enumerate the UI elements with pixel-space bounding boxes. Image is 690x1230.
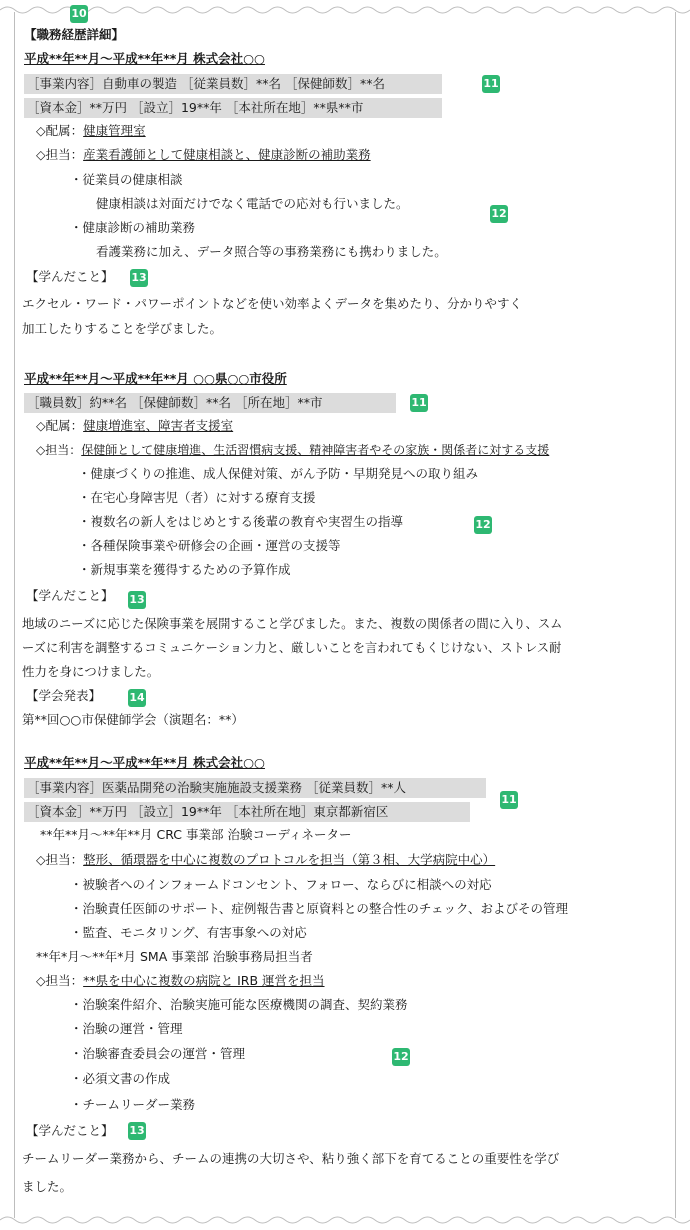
sec1-dept bbox=[36, 122, 146, 140]
sec3-duty2-label: ◇担当： bbox=[36, 973, 84, 988]
sec3-info1: ［事業内容］医薬品開発の治験実施施設支援業務 ［従業員数］**人 bbox=[24, 778, 486, 798]
sec1-info2: ［資本金］**万円 ［設立］19**年 ［本社所在地］**県**市 bbox=[24, 98, 442, 118]
badge-12: 12 bbox=[490, 205, 508, 223]
sec2-dept-value: 健康増進室、障害者支援室 bbox=[83, 418, 234, 433]
sec2-presentation-text: 第**回○○市保健師学会（演題名：**） bbox=[22, 712, 244, 727]
sec3-period2: **年*月～**年*月 SMA 事業部 治験事務局担当者 bbox=[36, 949, 313, 964]
sec1-duty-value: 産業看護師として健康相談と、健康診断の補助業務 bbox=[83, 147, 371, 162]
heading: 【職務経歴詳細】 bbox=[24, 27, 125, 42]
sec2-duty-label: ◇担当： bbox=[36, 443, 82, 457]
badge-11: 11 bbox=[410, 394, 428, 412]
badge-13: 13 bbox=[128, 591, 146, 609]
sec2-learned-line: 地域のニーズに応じた保険事業を展開すること学びました。また、複数の関係者の間に入り、スム bbox=[22, 617, 563, 631]
list-item: ・各種保険事業や研修会の企画・運営の支援等 bbox=[78, 538, 341, 553]
badge-14: 14 bbox=[128, 689, 146, 707]
list-item: ・治験案件紹介、治験実施可能な医療機関の調査、契約業務 bbox=[70, 997, 408, 1012]
sec2-duty bbox=[36, 441, 549, 459]
sec2-dept bbox=[36, 417, 233, 435]
badge-10: 10 bbox=[70, 5, 88, 23]
list-item: 看護業務に加え、データ照合等の事務業務にも携わりました。 bbox=[96, 244, 447, 259]
list-item: ・在宅心身障害児（者）に対する療育支援 bbox=[78, 490, 316, 505]
sec1-learned-line: 加工したりすることを学びました。 bbox=[22, 321, 223, 336]
list-item: ・健康診断の補助業務 bbox=[70, 220, 196, 235]
list-item: ・必須文書の作成 bbox=[70, 1071, 171, 1086]
top-wave-border bbox=[0, 4, 690, 16]
sec2-title: 平成**年**月～平成**年**月 ○○県○○市役所 bbox=[24, 371, 287, 386]
sec2-dept-label: ◇配属： bbox=[36, 418, 84, 433]
badge-11: 11 bbox=[500, 791, 518, 809]
list-item: 健康相談は対面だけでなく電話での応対も行いました。 bbox=[96, 196, 409, 211]
sec1-dept-value: 健康管理室 bbox=[83, 123, 146, 138]
sec2-learned-line: 性力を身につけました。 bbox=[22, 664, 160, 679]
sec2-duty-value: 保健師として健康増進、生活習慣病支援、精神障害者やその家族・関係者に対する支援 bbox=[81, 443, 550, 457]
list-item: ・新規事業を獲得するための予算作成 bbox=[78, 562, 291, 577]
sec3-duty1-label: ◇担当： bbox=[36, 852, 84, 867]
badge-12: 12 bbox=[474, 516, 492, 534]
badge-11: 11 bbox=[482, 75, 500, 93]
sec1-duty-label: ◇担当： bbox=[36, 147, 84, 162]
sec3-title: 平成**年**月～平成**年**月 株式会社○○ bbox=[24, 755, 265, 770]
sec3-duty1-value: 整形、循環器を中心に複数のプロトコルを担当（第３相、大学病院中心） bbox=[83, 852, 496, 867]
sec3-duty2 bbox=[36, 972, 325, 990]
sec1-learned-label: 【学んだこと】 bbox=[26, 269, 114, 284]
sec3-learned-line: チームリーダー業務から、チームの連携の大切さや、粘り強く部下を育てることの重要性を学び bbox=[22, 1151, 560, 1166]
sec3-period1: **年**月～**年**月 CRC 事業部 治験コーディネーター bbox=[40, 827, 352, 842]
list-item: ・被験者へのインフォームドコンセント、フォロー、ならびに相談への対応 bbox=[70, 877, 492, 892]
badge-13: 13 bbox=[130, 269, 148, 287]
sec3-info2: ［資本金］**万円 ［設立］19**年 ［本社所在地］東京都新宿区 bbox=[24, 802, 470, 822]
sec2-info1: ［職員数］約**名 ［保健師数］**名 ［所在地］**市 bbox=[24, 393, 396, 413]
list-item: ・チームリーダー業務 bbox=[70, 1097, 196, 1112]
list-item: ・治験責任医師のサポート、症例報告書と原資料との整合性のチェック、およびその管理 bbox=[70, 901, 569, 916]
sec1-learned-line: エクセル・ワード・パワーポイントなどを使い効率よくデータを集めたり、分かりやすく bbox=[22, 296, 523, 311]
list-item: ・監査、モニタリング、有害事象への対応 bbox=[70, 925, 307, 940]
sec2-learned-label: 【学んだこと】 bbox=[26, 588, 114, 603]
list-item: ・健康づくりの推進、成人保健対策、がん予防・早期発見への取り組み bbox=[78, 466, 479, 481]
list-item: ・従業員の健康相談 bbox=[70, 172, 183, 187]
badge-13: 13 bbox=[128, 1122, 146, 1140]
sec3-duty1 bbox=[36, 851, 495, 869]
list-item: ・治験の運営・管理 bbox=[70, 1021, 183, 1036]
bottom-wave-border bbox=[0, 1214, 690, 1226]
sec1-title: 平成**年**月～平成**年**月 株式会社○○ bbox=[24, 51, 265, 66]
sec1-info1: ［事業内容］自動車の製造 ［従業員数］**名 ［保健師数］**名 bbox=[24, 74, 442, 94]
sec2-presentation-label: 【学会発表】 bbox=[26, 688, 102, 703]
sec3-learned-line: ました。 bbox=[22, 1179, 73, 1194]
sec1-duty bbox=[36, 146, 371, 164]
list-item: ・複数名の新人をはじめとする後輩の教育や実習生の指導 bbox=[78, 514, 404, 529]
sec3-learned-label: 【学んだこと】 bbox=[26, 1123, 114, 1138]
badge-12: 12 bbox=[392, 1048, 410, 1066]
sec1-dept-label: ◇配属： bbox=[36, 123, 84, 138]
sec2-learned-line: ーズに利害を調整するコミュニケーション力と、厳しいことを言われてもくじけない、ストレス耐 bbox=[22, 641, 562, 655]
sec3-duty2-value: **県を中心に複数の病院と IRB 運営を担当 bbox=[83, 973, 325, 988]
list-item: ・治験審査委員会の運営・管理 bbox=[70, 1046, 246, 1061]
